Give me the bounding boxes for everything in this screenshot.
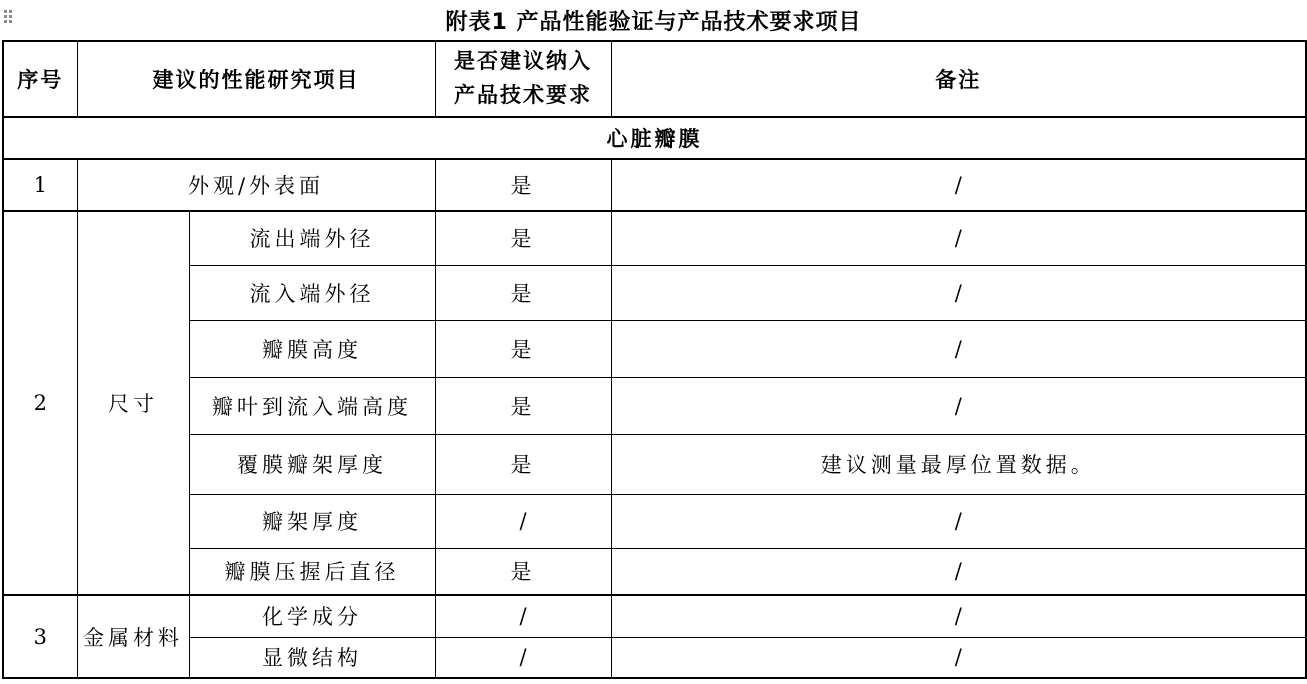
row-remark: /	[611, 637, 1306, 678]
header-include-line1: 是否建议纳入	[454, 49, 592, 74]
row-group: 尺寸	[77, 211, 189, 595]
row-index: 1	[3, 159, 77, 211]
row-remark: /	[611, 595, 1306, 637]
table-row	[3, 265, 1306, 320]
row-include: 是	[435, 159, 611, 211]
section-title: 心脏瓣膜	[3, 117, 1306, 159]
row-remark: /	[611, 548, 1306, 595]
header-index: 序号	[3, 41, 77, 117]
table-row	[3, 637, 1306, 678]
section-row	[3, 117, 1306, 159]
page-title: 附表1 产品性能验证与产品技术要求项目	[445, 10, 862, 35]
row-item: 流出端外径	[189, 211, 435, 265]
table-row	[3, 434, 1306, 494]
table-row	[3, 159, 1306, 211]
table-row	[3, 377, 1306, 434]
row-remark: 建议测量最厚位置数据。	[611, 434, 1306, 494]
header-remark: 备注	[611, 41, 1306, 117]
row-item: 瓣膜高度	[189, 320, 435, 377]
table-row	[3, 548, 1306, 595]
row-item: 瓣膜压握后直径	[189, 548, 435, 595]
row-remark: /	[611, 320, 1306, 377]
row-remark: /	[611, 265, 1306, 320]
table-row	[3, 320, 1306, 377]
header-item: 建议的性能研究项目	[77, 41, 435, 117]
table-row	[3, 211, 1306, 265]
row-item: 瓣架厚度	[189, 494, 435, 548]
header-include	[435, 41, 611, 117]
row-remark: /	[611, 159, 1306, 211]
row-include: 是	[435, 548, 611, 595]
row-include: 是	[435, 211, 611, 265]
performance-requirements-table	[2, 40, 1307, 679]
row-item: 瓣叶到流入端高度	[189, 377, 435, 434]
row-remark: /	[611, 377, 1306, 434]
row-remark: /	[611, 211, 1306, 265]
row-item: 流入端外径	[189, 265, 435, 320]
header-include-line2: 产品技术要求	[454, 83, 592, 107]
row-index: 3	[3, 595, 77, 678]
table-row	[3, 595, 1306, 637]
table-row	[3, 494, 1306, 548]
row-group: 金属材料	[77, 595, 189, 678]
row-item: 显微结构	[189, 637, 435, 678]
header-row	[3, 41, 1306, 117]
row-index: 2	[3, 211, 77, 595]
row-include: /	[435, 637, 611, 678]
row-include: 是	[435, 434, 611, 494]
row-include: 是	[435, 265, 611, 320]
row-item: 外观/外表面	[77, 159, 435, 211]
row-item: 化学成分	[189, 595, 435, 637]
row-include: /	[435, 494, 611, 548]
row-include: 是	[435, 320, 611, 377]
row-include: 是	[435, 377, 611, 434]
row-include: /	[435, 595, 611, 637]
row-item: 覆膜瓣架厚度	[189, 434, 435, 494]
row-remark: /	[611, 494, 1306, 548]
